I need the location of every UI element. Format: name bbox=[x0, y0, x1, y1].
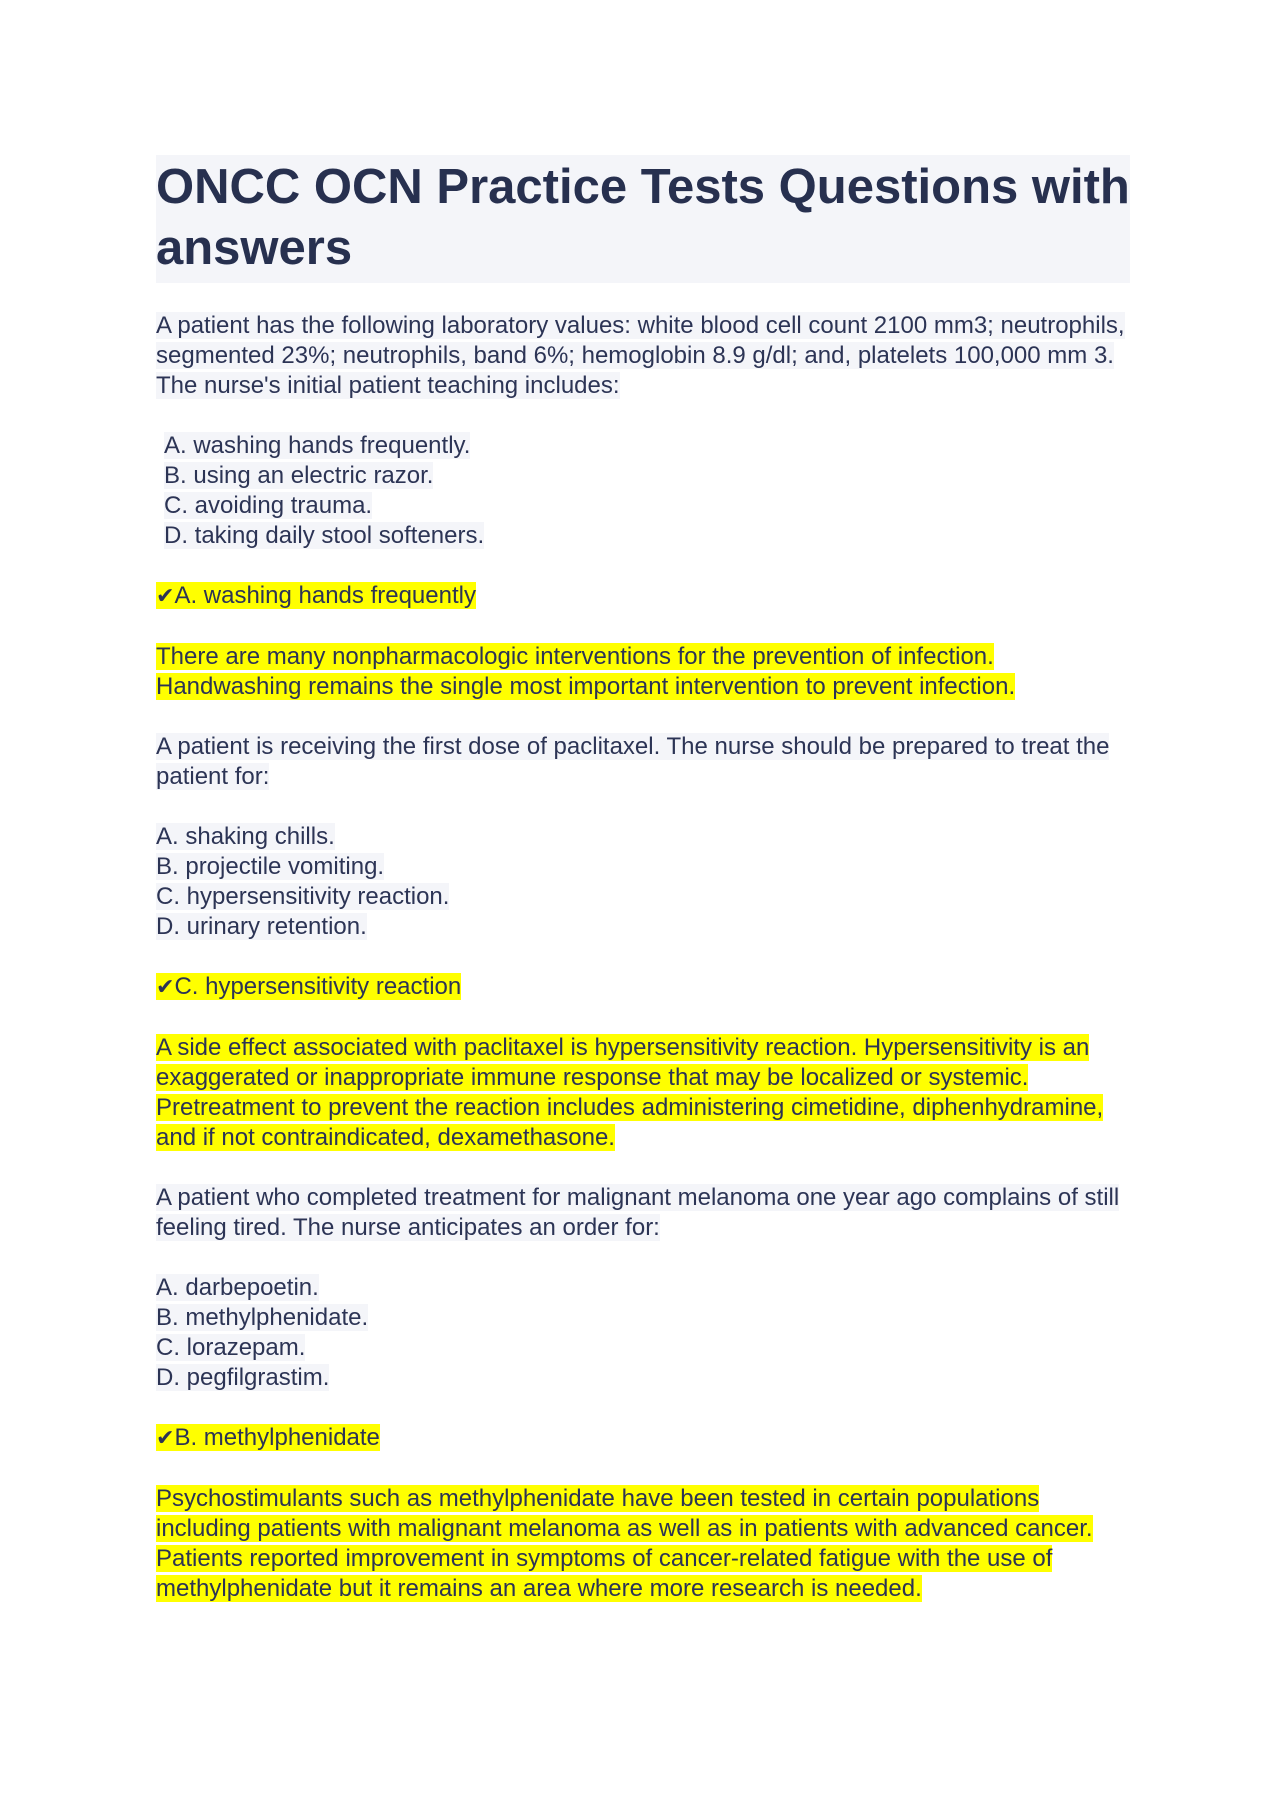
option-item: D. pegfilgrastim. bbox=[156, 1364, 330, 1391]
question-block-1 bbox=[156, 311, 1130, 702]
option-item: B. methylphenidate. bbox=[156, 1304, 369, 1331]
option-list bbox=[156, 1273, 1130, 1393]
answer-line bbox=[156, 1423, 1130, 1454]
answer-text: A. washing hands frequently bbox=[174, 582, 476, 609]
option-item: B. projectile vomiting. bbox=[156, 853, 385, 880]
option-item: A. washing hands frequently. bbox=[164, 432, 471, 459]
option-item: C. hypersensitivity reaction. bbox=[156, 883, 450, 910]
question-block-2 bbox=[156, 732, 1130, 1153]
answer-text: C. hypersensitivity reaction bbox=[174, 973, 462, 1000]
question-text: A patient who completed treatment for malignant melanoma one year ago complains of still feeling tired. The nurse anticipates an order for: bbox=[156, 1184, 1120, 1241]
question-block-3 bbox=[156, 1183, 1130, 1604]
option-item: B. using an electric razor. bbox=[164, 462, 434, 489]
check-mark-icon: ✔ bbox=[156, 1426, 175, 1451]
rationale-text: A side effect associated with paclitaxel is hypersensitivity reaction. Hypersensitivity is an exaggerated or inappropriate immune response that may be localized or systemic. Pretreatment to prevent the reaction includes administering cimetidine, diphenhydramine, and if not contraindicated, dexamethasone. bbox=[156, 1034, 1104, 1151]
question-text: A patient is receiving the first dose of paclitaxel. The nurse should be prepared to treat the patient for: bbox=[156, 733, 1110, 790]
answer-text: B. methylphenidate bbox=[174, 1424, 380, 1451]
option-list bbox=[156, 431, 1130, 551]
question-text: A patient has the following laboratory values: white blood cell count 2100 mm3; neutrophils, segmented 23%; neutrophils, band 6%; hemoglobin 8.9 g/dl; and, platelets 100,000 mm 3. The nurse's initial patient teaching includes: bbox=[156, 312, 1125, 399]
page-title: ONCC OCN Practice Tests Questions with answers bbox=[156, 160, 1130, 275]
rationale-text: Psychostimulants such as methylphenidate have been tested in certain populations including patients with malignant melanoma as well as in patients with advanced cancer. Patients reported improvement in symptoms of cancer-related fatigue with the use of methylphenidate but it remains an area where more research is needed. bbox=[156, 1485, 1093, 1602]
option-item: D. taking daily stool softeners. bbox=[164, 522, 485, 549]
title-block bbox=[156, 155, 1130, 283]
answer-line bbox=[156, 972, 1130, 1003]
rationale-text: There are many nonpharmacologic interventions for the prevention of infection. Handwashing remains the single most important intervention to prevent infection. bbox=[156, 643, 1016, 700]
option-item: A. darbepoetin. bbox=[156, 1274, 319, 1301]
option-item: C. lorazepam. bbox=[156, 1334, 306, 1361]
option-item: A. shaking chills. bbox=[156, 823, 335, 850]
option-list bbox=[156, 822, 1130, 942]
check-mark-icon: ✔ bbox=[156, 584, 175, 609]
check-mark-icon: ✔ bbox=[156, 975, 175, 1000]
option-item: D. urinary retention. bbox=[156, 913, 367, 940]
answer-line bbox=[156, 581, 1130, 612]
option-item: C. avoiding trauma. bbox=[164, 492, 373, 519]
